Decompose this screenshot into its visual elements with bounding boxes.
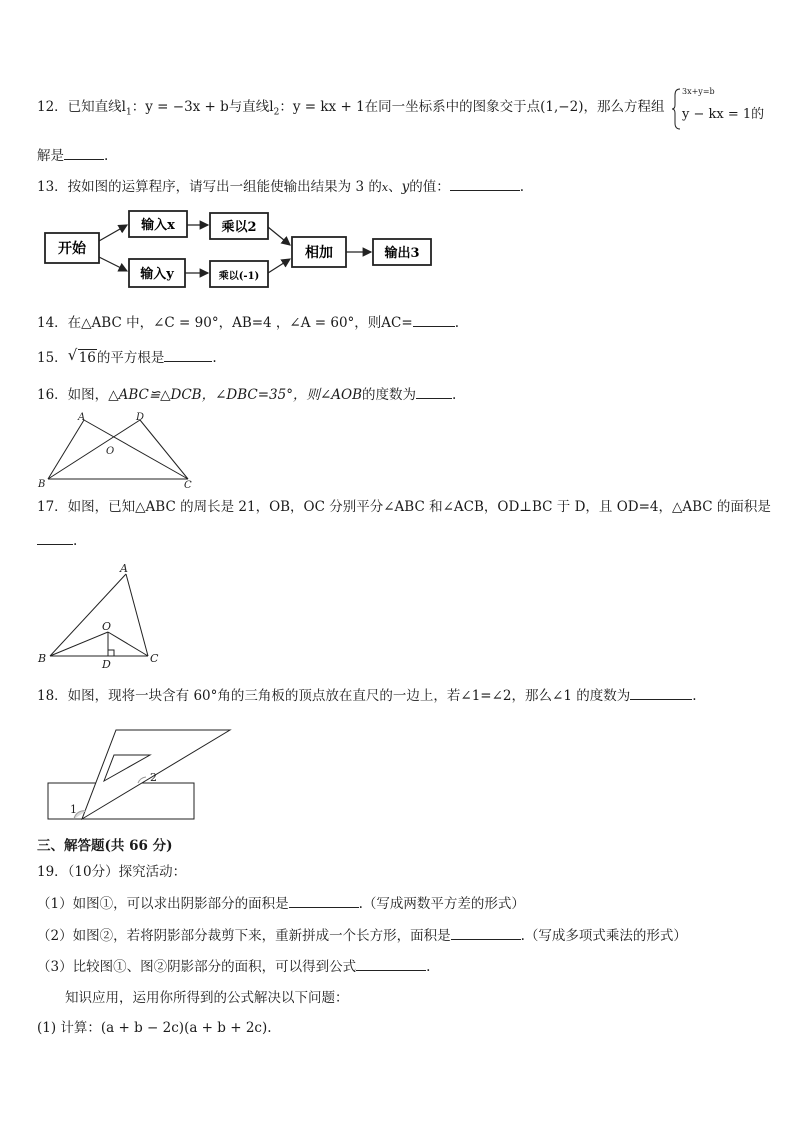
svg-text:B: B (38, 479, 46, 488)
svg-text:输出3: 输出3 (384, 246, 420, 261)
question-19-calc-1: (1) 计算：(a + b − 2c)(a + b + 2c). (37, 1020, 272, 1036)
sqrt-expression: √ 16 (67, 346, 96, 366)
question-19-head: 19．（10分）探究活动： (37, 864, 187, 880)
figure-16 (36, 408, 196, 488)
question-14: 14．在△ABC 中，∠C = 90°，AB=4 ，∠A = 60°，则AC= . (37, 312, 764, 333)
answer-blank-19-2[interactable] (451, 925, 521, 940)
answer-blank-13[interactable] (450, 176, 520, 191)
question-19-application: 知识应用，运用你所得到的公式解决以下问题： (65, 990, 349, 1006)
svg-text:乘以2: 乘以2 (221, 220, 257, 235)
section-3-title: 三、解答题(共 66 分) (37, 838, 173, 854)
left-brace-icon (672, 87, 682, 131)
svg-text:C: C (184, 480, 192, 488)
svg-text:D: D (102, 658, 111, 670)
system-eq-1: 3x+y=b (682, 87, 715, 96)
svg-text:A: A (78, 412, 86, 423)
svg-text:A: A (120, 562, 128, 575)
svg-text:开始: 开始 (58, 241, 86, 257)
answer-blank-14[interactable] (413, 312, 455, 327)
question-17-line2: . (37, 530, 764, 551)
svg-text:乘以(-1): 乘以(-1) (218, 271, 260, 282)
question-19-part2: （2）如图②，若将阴影部分裁剪下来，重新拼成一个长方形，面积是 .（写成多项式乘法的形式） (37, 925, 764, 946)
figure-17 (36, 560, 166, 670)
flow-times2-box (210, 213, 268, 239)
answer-blank-17[interactable] (37, 530, 73, 545)
svg-text:输入x: 输入x (141, 218, 175, 233)
answer-blank-16[interactable] (416, 384, 452, 399)
flow-input-x-box (129, 211, 187, 237)
svg-text:D: D (136, 412, 145, 423)
flowchart (40, 205, 440, 297)
svg-text:1: 1 (70, 803, 77, 816)
question-19-part3: （3）比较图①、图②阴影部分的面积，可以得到公式 . (37, 956, 764, 977)
svg-text:相加: 相加 (305, 245, 333, 261)
answer-blank-19-3[interactable] (356, 956, 426, 971)
question-13: 13．按如图的运算程序，请写出一组能使输出结果为 3 的x、y的值： . (37, 176, 764, 198)
answer-blank-18[interactable] (630, 685, 692, 700)
question-18: 18．如图，现将一块含有 60°角的三角板的顶点放在直尺的一边上，若∠1=∠2，那么∠1 的度数为 . (37, 685, 764, 706)
svg-text:O: O (106, 446, 115, 457)
flow-output-box (373, 239, 431, 265)
svg-text:O: O (102, 620, 112, 633)
figure-18 (46, 725, 236, 825)
system-eq-2: y − kx = 1的 (682, 107, 765, 122)
question-16: 16．如图，△ABC≌△DCB，∠DBC=35°，则∠AOB的度数为 . (37, 384, 764, 405)
answer-blank-19-1[interactable] (289, 893, 359, 908)
svg-text:C: C (150, 652, 159, 665)
answer-blank-12[interactable] (64, 145, 104, 160)
question-12-line2: 解是 . (37, 145, 764, 166)
svg-text:B: B (38, 652, 47, 665)
flow-start-box (45, 233, 99, 263)
answer-blank-15[interactable] (164, 347, 212, 362)
flow-times-neg1-box (210, 261, 268, 287)
equation-system (672, 87, 765, 131)
question-15: 15． √ 16的平方根是 . (37, 346, 217, 366)
question-12: 12．已知直线$l_1$：y = −3x + b与直线$l_2$：y = kx + 1在同一坐标系中的图象交于点(1,−2)，那么方程组 (37, 99, 665, 118)
question-17: 17．如图，已知△ABC 的周长是 21，OB，OC 分别平分∠ABC 和∠ACB，OD⊥BC 于 D，且 OD=4，△ABC 的面积是 (37, 499, 771, 515)
flow-input-y-box (129, 259, 185, 287)
svg-text:2: 2 (150, 771, 157, 784)
flow-add-box (292, 237, 346, 267)
svg-text:输入y: 输入y (140, 267, 174, 282)
question-19-part1: （1）如图①，可以求出阴影部分的面积是 .（写成两数平方差的形式） (37, 893, 764, 914)
